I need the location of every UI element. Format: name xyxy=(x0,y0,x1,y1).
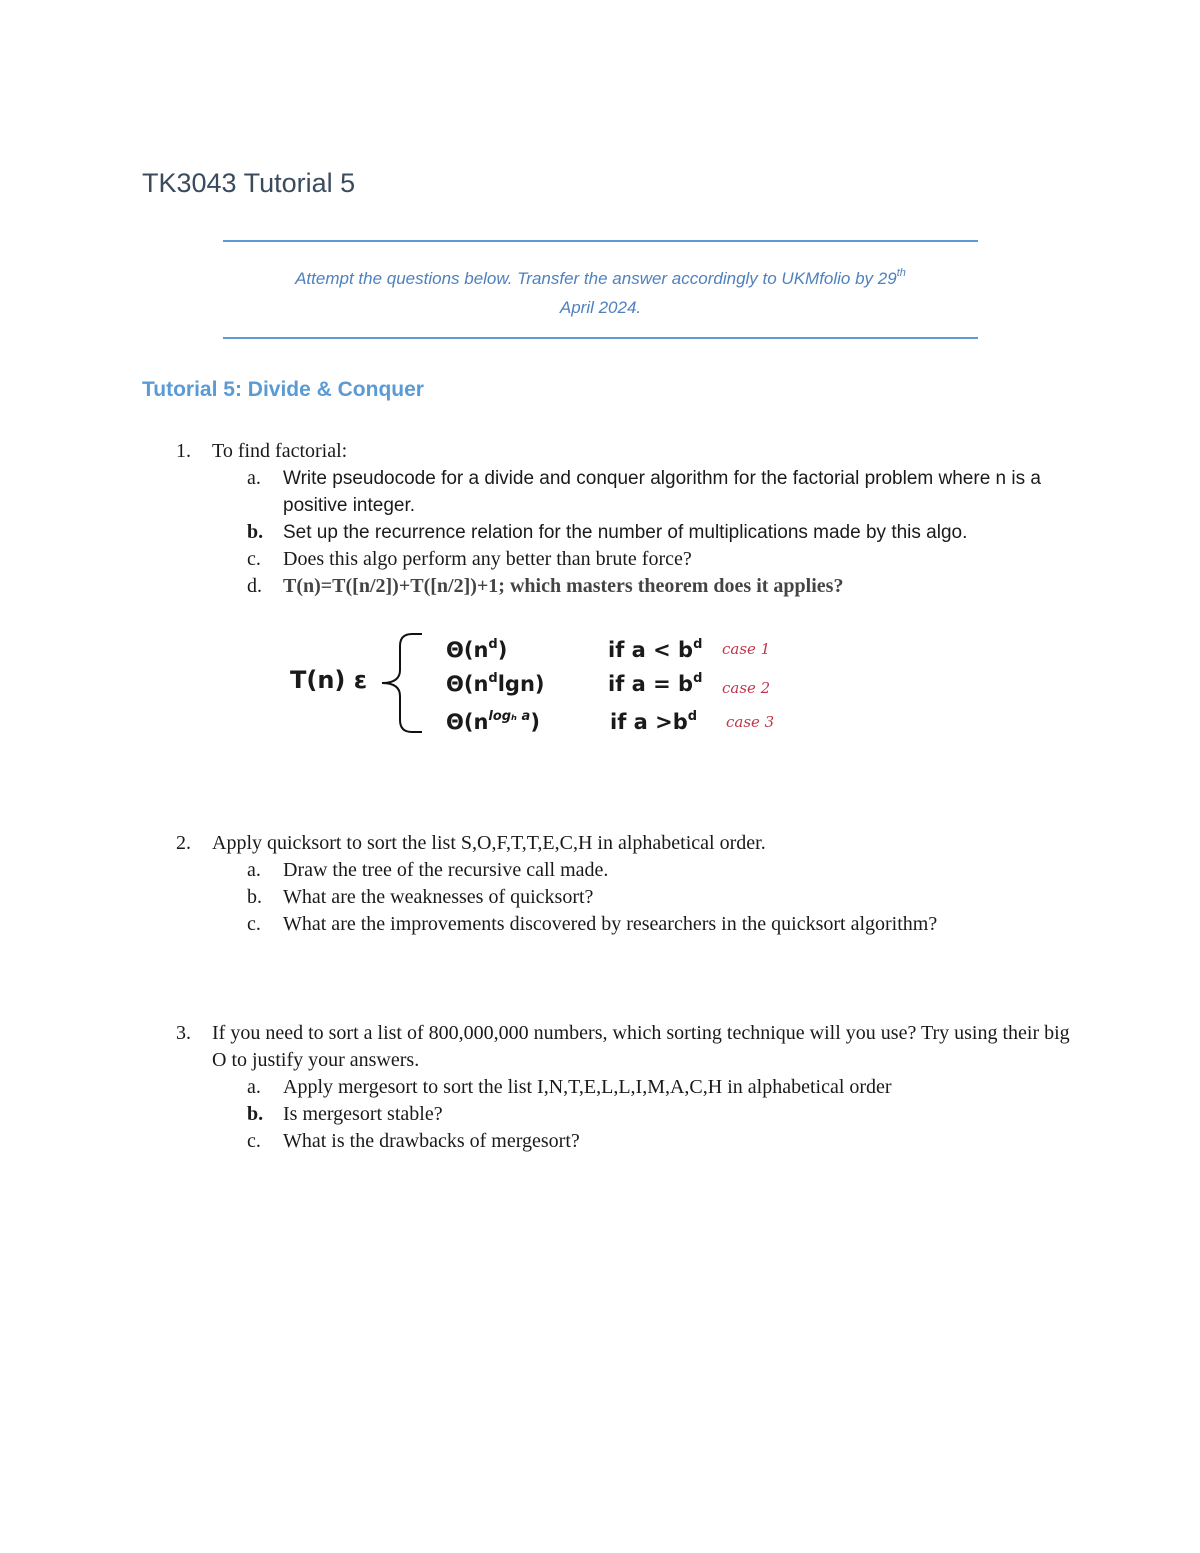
page-title: TK3043 Tutorial 5 xyxy=(142,168,356,198)
subquestion-text: Does this algo perform any better than brute force? xyxy=(283,548,692,570)
intro-instructions xyxy=(223,264,978,322)
intro-line-2: April 2024. xyxy=(559,298,642,317)
subquestion-text: Is mergesort stable? xyxy=(283,1103,443,1125)
subquestion-c xyxy=(247,911,1076,938)
subquestion-b xyxy=(247,1101,1076,1128)
question-text: Apply quicksort to sort the list S,O,F,T,T,E,C,H in alphabetical order. xyxy=(212,832,766,854)
case-2-expression: $\Theta(n^d\lg n)$ xyxy=(446,671,545,696)
section-heading: Tutorial 5: Divide & Conquer xyxy=(142,378,424,401)
subquestion-d xyxy=(247,573,1076,600)
subquestion-list xyxy=(247,1074,1076,1155)
subquestion-b xyxy=(247,519,1076,546)
intro-line-1: Attempt the questions below. Transfer the answer accordingly to UKMfolio by 29 xyxy=(295,269,897,288)
case-1-expression: $\Theta(n^d)$ xyxy=(446,637,508,662)
top-divider xyxy=(223,240,978,242)
case-2-label: case 2 xyxy=(722,679,771,697)
subquestion-a xyxy=(247,1074,1076,1101)
subquestion-c xyxy=(247,546,1076,573)
case-2-condition: if $a = b^d$ xyxy=(608,671,703,696)
case-3-expression: $\Theta(n^{log_h a})$ xyxy=(446,709,540,734)
subquestion-text: Write pseudocode for a divide and conquer algorithm for the factorial problem where n is a positive integer. xyxy=(283,468,1041,516)
question-number: 2. xyxy=(176,832,191,854)
subquestion-label: b. xyxy=(247,521,264,543)
intro-superscript: th xyxy=(896,267,906,279)
bottom-divider xyxy=(223,337,978,339)
subquestion-label: a. xyxy=(247,1076,261,1098)
subquestion-label: c. xyxy=(247,913,261,935)
case-1-condition: if $a < b^d$ xyxy=(608,637,703,662)
question-number: 3. xyxy=(176,1022,191,1044)
subquestion-text: What are the weaknesses of quicksort? xyxy=(283,886,594,908)
subquestion-a xyxy=(247,857,1076,884)
subquestion-text: What is the drawbacks of mergesort? xyxy=(283,1130,580,1152)
question-text: If you need to sort a list of 800,000,000 numbers, which sorting technique will you use? Try using their big O to justify your answers. xyxy=(212,1022,1070,1071)
formula-lhs: T(n) ε xyxy=(290,666,368,694)
subquestion-label: b. xyxy=(247,1103,264,1125)
subquestion-text: Draw the tree of the recursive call made. xyxy=(283,859,609,881)
subquestion-label: c. xyxy=(247,548,261,570)
subquestion-list xyxy=(247,857,1076,938)
case-3-label: case 3 xyxy=(726,713,775,731)
subquestion-list xyxy=(247,465,1076,600)
subquestion-c xyxy=(247,1128,1076,1155)
case-1-label: case 1 xyxy=(722,640,771,658)
subquestion-text: Set up the recurrence relation for the number of multiplications made by this algo. xyxy=(283,522,968,543)
curly-brace xyxy=(372,628,432,738)
subquestion-label: c. xyxy=(247,1130,261,1152)
master-theorem-formula xyxy=(280,618,840,748)
question-3 xyxy=(176,1020,1076,1155)
subquestion-text: What are the improvements discovered by researchers in the quicksort algorithm? xyxy=(283,913,938,935)
case-3-condition: if $a >b^d$ xyxy=(610,709,698,734)
subquestion-text: Apply mergesort to sort the list I,N,T,E,L,L,I,M,A,C,H in alphabetical order xyxy=(283,1076,892,1098)
subquestion-label: a. xyxy=(247,859,261,881)
subquestion-label: b. xyxy=(247,886,262,908)
subquestion-b xyxy=(247,884,1076,911)
subquestion-text: T(n)=T([n/2])+T([n/2])+1; which masters theorem does it applies? xyxy=(283,575,844,597)
question-2 xyxy=(176,830,1076,938)
question-text: To find factorial: xyxy=(212,440,348,462)
question-1 xyxy=(176,438,1076,600)
subquestion-label: a. xyxy=(247,467,261,489)
subquestion-a xyxy=(247,465,1076,519)
question-number: 1. xyxy=(176,440,191,462)
subquestion-label: d. xyxy=(247,575,262,597)
